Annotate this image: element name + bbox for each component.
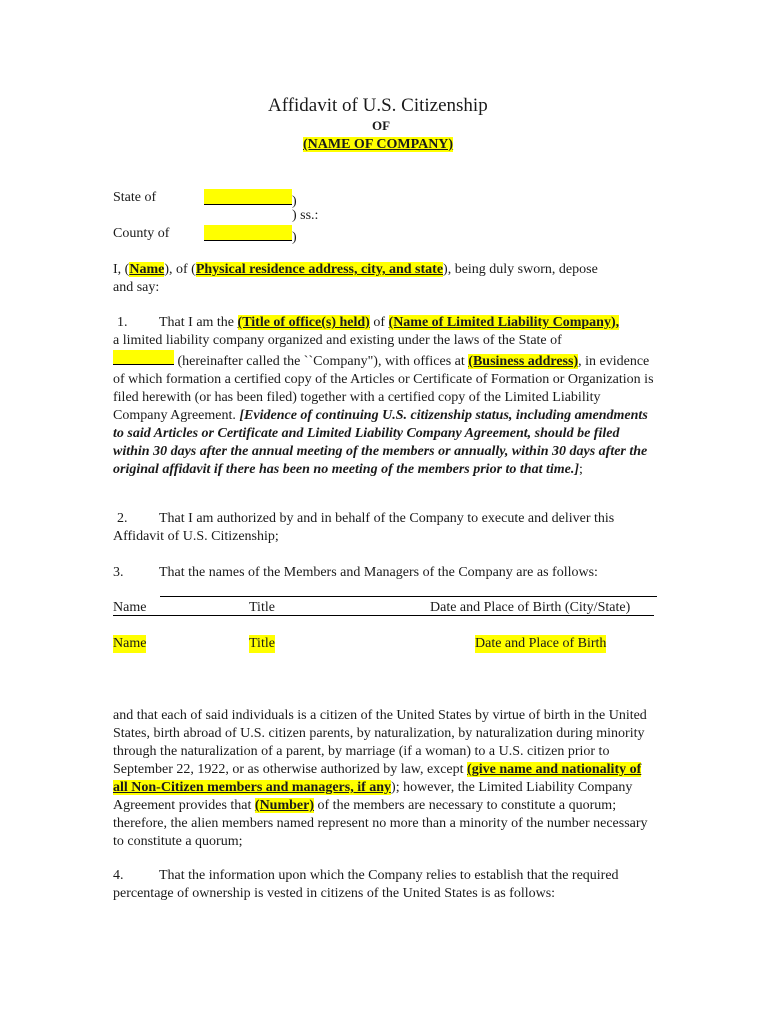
evidence-instruction: [Evidence of continuing U.S. citizenship status, including amendments to said Articles or Certificate and Limited Liability Company Agreement, should be filed within 30 days after the annual meeting of the members or annually, within 30 days after the original affidavit if there has been no meeting of the members prior to that time.]: [113, 408, 648, 477]
intro-text-3: ), being duly sworn, depose: [443, 262, 598, 277]
table-top-rule: [160, 596, 657, 597]
title-of-office-placeholder: (Title of office(s) held): [237, 315, 370, 330]
table-header-title: Title: [249, 600, 275, 615]
paragraph-1: [113, 314, 658, 479]
state-label: State of: [113, 190, 157, 205]
citizenship-paragraph: [113, 707, 658, 851]
state-blank: [204, 189, 292, 205]
paragraph-4: [113, 867, 658, 903]
intro-paragraph: [113, 261, 658, 297]
p1-text-1: That I am the: [159, 315, 238, 330]
p4-text: That the information upon which the Company relies to establish that the required percentage of ownership is vested in citizens of the United States is as follows:: [113, 868, 619, 901]
of-label: OF: [372, 118, 391, 133]
citizen-text-2: ); however, the Limited Liability Company Agreement provides that: [113, 780, 633, 813]
p1-text-2: of: [369, 315, 389, 330]
p1-text-4: (hereinafter called the ``Company"), with offices at: [174, 354, 469, 369]
business-address-placeholder: (Business address): [468, 354, 579, 369]
county-label: County of: [113, 226, 170, 241]
county-blank: [204, 225, 292, 241]
county-blank-row: [204, 225, 297, 247]
document-title: Affidavit of U.S. Citizenship: [268, 95, 488, 116]
ss-label: ) ss.:: [292, 208, 319, 223]
affiant-name-placeholder: Name: [129, 262, 165, 277]
company-name-placeholder: [303, 136, 453, 154]
table-header-birth: Date and Place of Birth (City/State): [430, 600, 631, 615]
state-paren: ): [292, 194, 297, 209]
paragraph-4-number: 4.: [113, 868, 124, 883]
table-header-name: Name: [113, 600, 147, 615]
residence-address-placeholder: Physical residence address, city, and state: [195, 262, 444, 277]
paragraph-3-number: 3.: [113, 565, 124, 580]
member-birth-placeholder: Date and Place of Birth: [475, 636, 607, 651]
state-of-formation-blank: [113, 350, 174, 365]
paragraph-2: [113, 510, 658, 546]
p2-text: That I am authorized by and in behalf of the Company to execute and deliver this Affidavit of U.S. Citizenship;: [113, 511, 615, 544]
llc-name-placeholder: (Name of Limited Liability Company),: [388, 315, 620, 330]
state-blank-row: [204, 189, 297, 211]
county-paren: ): [292, 230, 297, 245]
company-name-highlight: (NAME OF COMPANY): [303, 137, 454, 152]
paragraph-2-number: 2.: [117, 511, 128, 526]
p3-text: That the names of the Members and Managers of the Company are as follows:: [159, 565, 598, 580]
paragraph-1-number: 1.: [117, 315, 128, 330]
citizen-text-3: of the members are necessary to constitute a quorum; therefore, the alien members named represent no more than a minority of the number necessary to constitute a quorum;: [113, 798, 648, 849]
paragraph-3: [113, 564, 658, 582]
intro-text-1: I, (: [113, 262, 130, 277]
non-citizen-members-placeholder: (give name and nationality of all Non-Citizen members and managers, if any: [113, 762, 642, 795]
p1-text-6: ;: [579, 462, 583, 477]
citizen-text-1: and that each of said individuals is a citizen of the United States by virtue of birth in the United States, birth abroad of U.S. citizen parents, by naturalization, by naturalization during minority through the naturalization of a parent, by marriage (if a woman) to a U.S. citizen prior to September 22, 1922, or as otherwise authorized by law, except: [113, 708, 647, 777]
member-name-placeholder: Name: [113, 636, 147, 651]
member-title-placeholder: Title: [249, 636, 275, 651]
quorum-number-placeholder: (Number): [254, 798, 315, 813]
table-header-rule: [113, 615, 654, 616]
p1-text-3: a limited liability company organized and existing under the laws of the State of: [113, 333, 562, 348]
intro-text-2: ), of (: [164, 262, 196, 277]
p1-text-5: , in evidence of which formation a certified copy of the Articles or Certificate of Formation or Organization is filed herewith (or has been filed) together with a certified copy of the Limited Liability Company Agreement.: [113, 354, 654, 423]
intro-text-4: and say:: [113, 280, 160, 295]
